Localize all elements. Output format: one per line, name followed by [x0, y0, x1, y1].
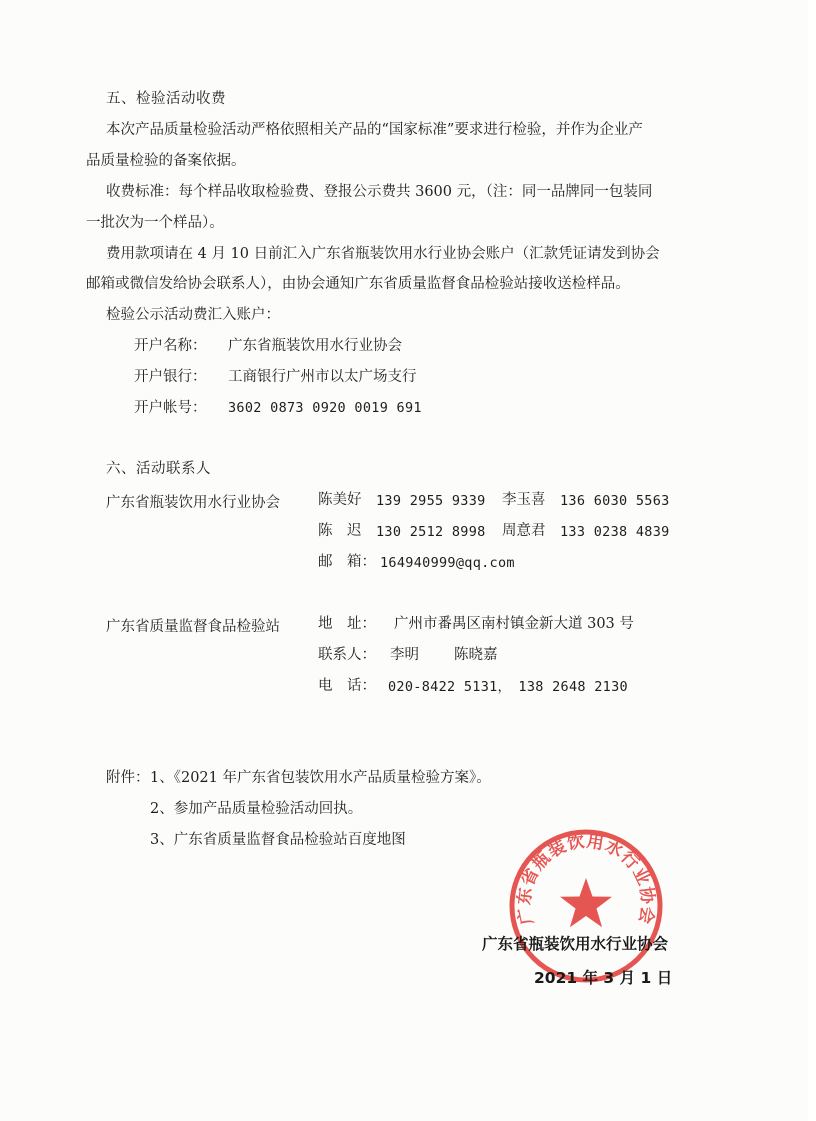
org1-name: 广东省瓶装饮用水行业协会 — [106, 495, 280, 511]
attachment-item-3: 3、广东省质量监督食品检验站百度地图 — [150, 832, 406, 848]
org2-name: 广东省质量监督食品检验站 — [106, 619, 280, 635]
org1-contact2-name: 李玉喜 — [502, 492, 546, 508]
account-name-label: 开户名称： — [134, 338, 207, 354]
account-name-value: 广东省瓶装饮用水行业协会 — [228, 338, 402, 354]
org2-contact-label: 联系人： — [318, 647, 376, 663]
org1-contact2-phone: 136 6030 5563 — [560, 493, 670, 509]
org2-tel: 020-8422 5131， 138 2648 2130 — [388, 679, 628, 695]
org2-contact1: 李明 — [390, 647, 419, 663]
account-bank-label: 开户银行： — [134, 369, 207, 385]
signature-organization: 广东省瓶装饮用水行业协会 — [482, 935, 669, 953]
org1-contact4-phone: 133 0238 4839 — [560, 524, 670, 540]
org1-contact3-name: 陈 迟 — [318, 523, 362, 539]
org2-contact2: 陈晓嘉 — [454, 647, 498, 663]
account-number-label: 开户帐号： — [134, 400, 207, 416]
org2-address-label: 地 址： — [318, 616, 376, 632]
section5-para1-line2: 品质量检验的备案依据。 — [86, 153, 246, 169]
attachments-label: 附件： — [106, 770, 150, 786]
org1-contact1-name: 陈美好 — [318, 492, 362, 508]
section6-heading: 六、活动联系人 — [106, 461, 211, 477]
attachment-item-2: 2、参加产品质量检验活动回执。 — [150, 801, 363, 817]
org2-address: 广州市番禺区南村镇金新大道 303 号 — [394, 616, 634, 632]
org2-tel-label: 电 话： — [318, 678, 376, 694]
account-intro: 检验公示活动费汇入账户： — [106, 307, 280, 323]
org1-contact1-phone: 139 2955 9339 — [376, 493, 486, 509]
section5-para2-line2: 一批次为一个样品）。 — [86, 215, 224, 231]
org1-email: 164940999@qq.com — [380, 555, 515, 571]
section5-para3-line1: 费用款项请在 4 月 10 日前汇入广东省瓶装饮用水行业协会账户（汇款凭证请发到协会 — [106, 246, 660, 262]
section5-para3-line2: 邮箱或微信发给协会联系人），由协会通知广东省质量监督食品检验站接收送检样品。 — [86, 276, 630, 292]
signature-date: 2021 年 3 月 1 日 — [534, 969, 673, 987]
official-seal-icon — [506, 826, 666, 986]
org1-email-label: 邮 箱： — [318, 554, 376, 570]
attachment-item-1: 1、《2021 年广东省包装饮用水产品质量检验方案》。 — [150, 770, 491, 786]
section5-heading: 五、检验活动收费 — [106, 91, 226, 107]
account-bank-value: 工商银行广州市以太广场支行 — [228, 369, 417, 385]
org1-contact3-phone: 130 2512 8998 — [376, 524, 486, 540]
org1-contact4-name: 周意君 — [502, 523, 546, 539]
account-number-value: 3602 0873 0920 0019 691 — [228, 400, 422, 416]
section5-para2-line1: 收费标准：每个样品收取检验费、登报公示费共 3600 元，（注：同一品牌同一包装同 — [106, 184, 653, 200]
seal-text: 广东省瓶装饮用水行业协会 — [514, 831, 658, 927]
scan-edge — [808, 0, 816, 1121]
section5-para1-line1: 本次产品质量检验活动严格依照相关产品的“国家标准”要求进行检验，并作为企业产 — [106, 122, 643, 138]
